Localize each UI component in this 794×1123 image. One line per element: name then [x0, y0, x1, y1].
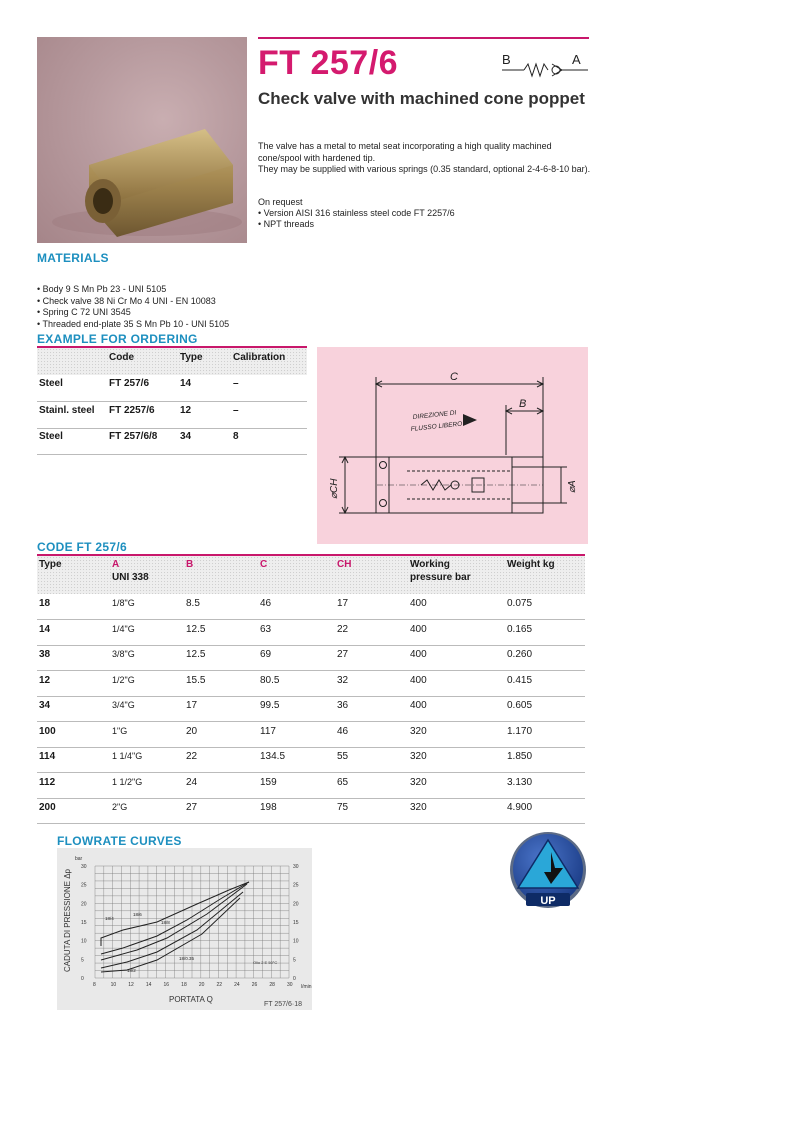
code-cell-c: 69	[260, 649, 272, 660]
valve-image	[37, 37, 247, 243]
material-item: • Check valve 38 Ni Cr Mo 4 UNI - EN 10083	[37, 295, 216, 306]
code-cell-ch: 46	[337, 725, 349, 737]
code-cell-ch: 36	[337, 700, 349, 711]
code-cell-a: 1 1/4"G	[112, 751, 143, 761]
x-tick-label: 22	[216, 982, 223, 988]
code-cell-c: 134.5	[260, 751, 286, 762]
x-tick-label: 20	[198, 982, 205, 988]
code-cell-pressure: 400	[410, 700, 427, 711]
code-cell-type: 112	[39, 776, 56, 788]
on-request-block	[258, 197, 591, 230]
code-cell-c: 159	[260, 776, 277, 788]
code-cell-weight: 1.170	[507, 725, 533, 737]
code-table-row	[37, 773, 585, 799]
code-cell-weight: 0.605	[507, 700, 533, 711]
code-cell-a: 1/8"G	[112, 598, 135, 608]
flow-direction-text: DIREZIONE DI	[412, 409, 457, 421]
header-weight: Weight kg	[507, 559, 555, 570]
code-cell-weight: 4.900	[507, 802, 533, 813]
header-a: A	[112, 559, 120, 570]
curve-label: 18/6	[133, 912, 142, 917]
header-ch: CH	[337, 559, 352, 570]
up-logo	[508, 830, 588, 912]
header-a-sub: UNI 338	[112, 572, 149, 583]
code-cell-b: 8.5	[186, 598, 200, 609]
x-tick-label: 24	[234, 982, 240, 988]
x-tick-label: 28	[269, 982, 275, 988]
header-working-pressure-sub: pressure bar	[410, 572, 471, 583]
code-table-row	[37, 798, 585, 824]
ordering-cell-code: FT 257/6/8	[109, 431, 158, 442]
y-tick-label: 0	[81, 976, 84, 982]
materials-list	[37, 284, 337, 330]
row-divider	[37, 454, 307, 455]
ordering-row	[37, 428, 307, 454]
y-tick-label-right: 20	[293, 901, 299, 908]
y-unit-label: bar	[75, 856, 83, 862]
x-tick-label: 12	[128, 982, 134, 988]
ordering-cell-calibration: 8	[233, 431, 239, 442]
code-cell-c: 63	[260, 623, 272, 635]
code-cell-a: 1"G	[112, 725, 128, 736]
ordering-title: EXAMPLE FOR ORDERING	[37, 332, 198, 346]
code-table-row	[37, 594, 585, 620]
code-cell-weight: 0.260	[507, 649, 533, 660]
code-cell-a: 3/4"G	[112, 700, 135, 710]
code-cell-weight: 0.165	[507, 623, 533, 635]
code-cell-pressure: 400	[410, 674, 427, 686]
code-cell-c: 99.5	[260, 700, 280, 711]
code-cell-pressure: 400	[410, 598, 427, 609]
code-cell-b: 12.5	[186, 649, 206, 660]
code-cell-weight: 0.075	[507, 598, 533, 609]
logo-text: UP	[540, 895, 556, 907]
code-table-row	[37, 645, 585, 671]
curve-label: 18/2	[127, 968, 136, 973]
flowrate-chart-svg	[57, 848, 312, 1010]
code-cell-type: 18	[39, 598, 51, 609]
ordering-cell-material: Steel	[39, 378, 63, 389]
code-cell-weight: 0.415	[507, 674, 533, 686]
valve-section-drawing	[317, 347, 588, 544]
flow-arrow-icon	[463, 414, 477, 426]
product-subtitle: Check valve with machined cone poppet	[258, 89, 585, 108]
code-table-title: CODE FT 257/6	[37, 540, 127, 554]
code-cell-ch: 55	[337, 751, 349, 762]
ordering-row	[37, 375, 307, 401]
ordering-cell-type: 12	[180, 405, 192, 416]
row-divider	[37, 823, 585, 824]
code-cell-a: 3/8"G	[112, 649, 135, 659]
code-cell-type: 14	[39, 623, 51, 635]
description-line: The valve has a metal to metal seat incorporating a high quality machined cone/spool with hardened tip.	[258, 141, 552, 163]
ordering-cell-material: Steel	[39, 431, 63, 442]
x-tick-label: 30	[287, 982, 293, 988]
code-cell-type: 38	[39, 649, 51, 660]
ordering-row	[37, 402, 307, 428]
code-table-header	[37, 556, 585, 594]
y-tick-label: 10	[81, 938, 87, 945]
code-cell-b: 22	[186, 751, 198, 762]
curve-label: 18/8	[161, 920, 170, 925]
code-cell-b: 20	[186, 725, 198, 737]
code-cell-type: 100	[39, 725, 56, 737]
y-tick-label: 30	[81, 864, 87, 870]
y-tick-label-right: 10	[293, 938, 299, 945]
code-cell-b: 27	[186, 802, 198, 813]
code-cell-a: 1/2"G	[112, 674, 135, 685]
x-tick-label: 10	[110, 982, 117, 988]
code-cell-a: 2"G	[112, 802, 128, 812]
on-request-item: • NPT threads	[258, 219, 315, 229]
ordering-cell-type: 34	[180, 431, 192, 442]
dim-label-b: B	[519, 398, 527, 410]
code-cell-ch: 65	[337, 776, 349, 788]
ordering-cell-code: FT 257/6	[109, 378, 150, 389]
code-cell-b: 15.5	[186, 674, 206, 686]
x-tick-label: 18	[181, 982, 187, 988]
ordering-header-type: Type	[180, 352, 203, 363]
code-table-row	[37, 722, 585, 748]
code-cell-pressure: 320	[410, 776, 427, 788]
code-table-row	[37, 620, 585, 646]
y-tick-label-right: 15	[293, 920, 299, 926]
x-tick-label: 14	[145, 982, 152, 988]
x-tick-label: 26	[251, 982, 258, 988]
flowrate-chart	[57, 848, 312, 1010]
curve-label: 18/0.35	[179, 956, 195, 961]
header-type: Type	[39, 559, 62, 570]
code-cell-ch: 75	[337, 802, 349, 813]
ordering-cell-code: FT 2257/6	[109, 405, 155, 416]
code-table-row	[37, 671, 585, 697]
flow-direction-text: FLUSSO LIBERO	[410, 420, 463, 433]
code-cell-c: 198	[260, 802, 277, 813]
code-cell-b: 12.5	[186, 623, 206, 635]
technical-drawing	[317, 347, 588, 544]
code-cell-pressure: 400	[410, 623, 427, 635]
symbol-port-a: A	[572, 52, 581, 67]
y-tick-label: 5	[81, 957, 84, 964]
y-tick-label-right: 25	[293, 882, 299, 889]
code-cell-pressure: 320	[410, 751, 427, 762]
curve-label: 18/4	[105, 916, 114, 921]
code-cell-pressure: 320	[410, 802, 427, 813]
ordering-cell-calibration: –	[233, 378, 239, 389]
code-cell-weight: 1.850	[507, 751, 533, 762]
code-table-row	[37, 747, 585, 773]
dim-label-ch: ⌀CH	[329, 478, 340, 499]
x-tick-label: 8	[93, 982, 96, 988]
code-cell-a: 1/4"G	[112, 623, 135, 634]
x-unit-label: l/min	[301, 984, 312, 990]
code-cell-type: 114	[39, 751, 56, 762]
y-tick-label: 15	[81, 920, 87, 926]
code-cell-type: 12	[39, 674, 51, 686]
y-tick-label-right: 30	[293, 864, 299, 870]
materials-title: MATERIALS	[37, 251, 109, 265]
code-cell-type: 200	[39, 802, 56, 813]
x-axis-label: PORTATA Q	[169, 995, 213, 1004]
up-logo-icon	[508, 830, 588, 912]
y-tick-label: 20	[81, 901, 87, 908]
code-cell-a: 1 1/2"G	[112, 776, 143, 787]
check-valve-symbol-icon	[500, 50, 590, 80]
code-cell-type: 34	[39, 700, 51, 711]
material-item: • Spring C 72 UNI 3545	[37, 307, 131, 317]
code-cell-ch: 17	[337, 598, 349, 609]
ordering-header	[37, 348, 307, 375]
ordering-cell-type: 14	[180, 378, 192, 389]
ordering-header-calibration: Calibration	[233, 352, 286, 363]
header-rule	[258, 37, 589, 39]
code-cell-b: 24	[186, 776, 198, 788]
header-b: B	[186, 559, 194, 570]
x-tick-label: 16	[163, 982, 170, 988]
y-axis-label: CADUTA DI PRESSIONE Δp	[63, 869, 72, 972]
ordering-cell-material: Stainl. steel	[39, 405, 95, 416]
code-cell-b: 17	[186, 700, 198, 711]
code-cell-ch: 32	[337, 674, 349, 686]
material-item: • Threaded end-plate 35 S Mn Pb 10 - UNI 5105	[37, 318, 230, 329]
code-cell-pressure: 400	[410, 649, 427, 660]
on-request-item: • Version AISI 316 stainless steel code FT 2257/6	[258, 208, 455, 218]
code-cell-weight: 3.130	[507, 776, 533, 788]
y-tick-label-right: 0	[293, 976, 296, 982]
dim-label-c: C	[450, 371, 458, 383]
header-working-pressure: Working	[410, 559, 450, 570]
material-item: • Body 9 S Mn Pb 23 - UNI 5105	[37, 284, 167, 294]
chart-caption: FT 257/6·18	[264, 1001, 303, 1008]
dim-label-a: ⌀A	[567, 480, 578, 493]
code-table-row	[37, 696, 585, 722]
flowrate-title: FLOWRATE CURVES	[57, 834, 182, 848]
code-cell-c: 117	[260, 725, 276, 737]
code-cell-c: 80.5	[260, 674, 280, 686]
y-tick-label: 25	[81, 882, 87, 889]
on-request-title: On request	[258, 197, 303, 207]
model-title: FT 257/6	[258, 44, 399, 82]
code-cell-pressure: 320	[410, 725, 427, 737]
chart-note: Olio 2 E 50°C	[253, 960, 278, 965]
product-photo	[37, 37, 247, 243]
description-line: They may be supplied with various springs (0.35 standard, optional 2-4-6-8-10 bar).	[258, 164, 591, 174]
product-description	[258, 141, 591, 176]
y-tick-label-right: 5	[293, 957, 296, 964]
code-cell-ch: 27	[337, 649, 349, 660]
ordering-cell-calibration: –	[233, 405, 239, 416]
code-cell-c: 46	[260, 598, 272, 609]
code-cell-ch: 22	[337, 623, 349, 635]
header-c: C	[260, 559, 268, 570]
symbol-port-b: B	[502, 52, 511, 67]
ordering-header-code: Code	[109, 352, 134, 363]
